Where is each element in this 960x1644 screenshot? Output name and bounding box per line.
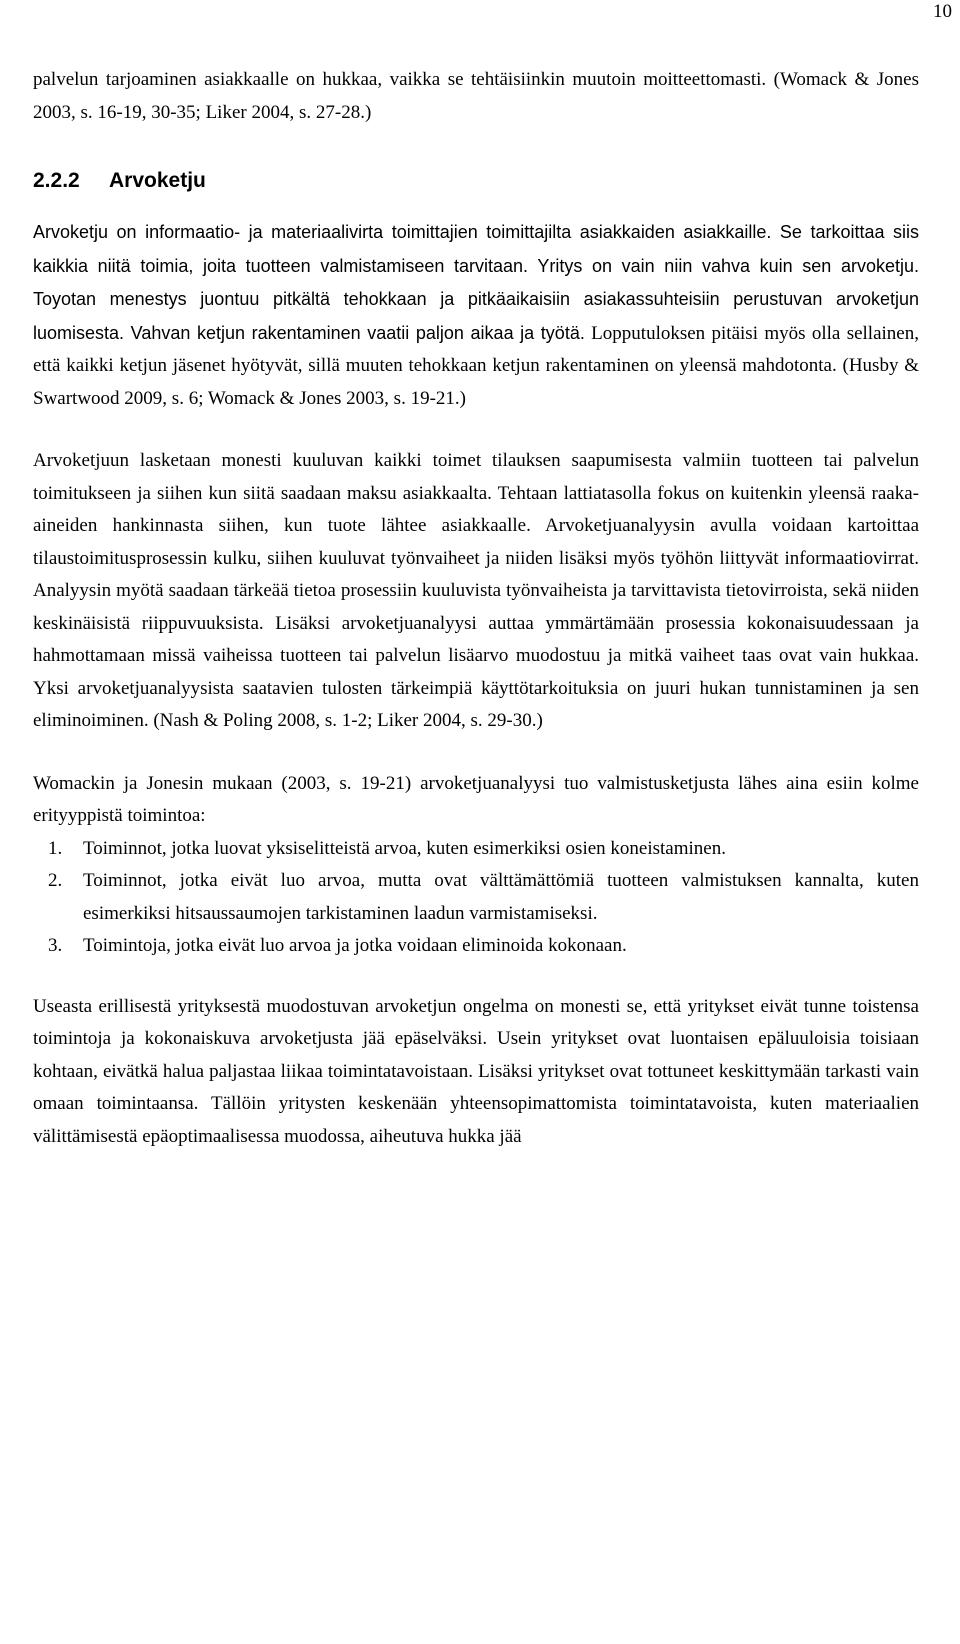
- page-number: 10: [933, 1, 952, 22]
- list-item: [33, 930, 919, 963]
- list-item-text: Toiminnot, jotka luovat yksiselitteistä arvoa, kuten esimerkiksi osien koneistaminen.: [83, 837, 726, 859]
- paragraph-arvoketjuanalyysi: Arvoketjuun lasketaan monesti kuuluvan kaikki toimet tilauksen saapumisesta valmiin tuotteen tai palvelun toimitukseen ja siihen kun siitä saadaan maksu asiakkaalta. Tehtaan lattiatasolla fokus on kuitenkin yleensä raaka-aineiden hankinnasta siihen, kun tuote lähtee asiakkaalle. Arvoketjuanalyysin avulla voidaan kartoittaa tilaustoimitusprosessin kulku, siihen kuuluvat työnvaiheet ja niiden lisäksi myös työhön liittyvät informaatiovirrat. Analyysin myötä saadaan tärkeää tietoa prosessiin kuuluvista työnvaiheista ja tarvittavista tietovirroista, sekä niiden keskinäisistä riippuvuuksista. Lisäksi arvoketjuanalyysi auttaa ymmärtämään prosessia kokonaisuudessaan ja hahmottamaan missä vaiheissa tuotteen tai palvelun lisäarvo muodostuu ja mitkä vaiheet taas ovat vain hukkaa. Yksi arvoketjuanalyysista saatavien tulosten tärkeimpiä käyttötarkoituksia on juuri hukan tunnistaminen ja sen eliminoiminen. (Nash & Poling 2008, s. 1-2; Liker 2004, s. 29-30.): [33, 450, 919, 731]
- paragraph-arvoketju: [33, 216, 919, 415]
- section-heading: [33, 167, 919, 195]
- document-body: [33, 64, 919, 1153]
- activity-type-list: [33, 833, 919, 963]
- paragraph-arvoketju-sans-part: Arvoketju on informaatio- ja materiaalivirta toimittajien toimittajilta asiakkaiden asiakkaille. Se tarkoittaa siis kaikkia niitä toimia, joita tuotteen valmistamiseen tarvitaan. Yritys on vain niin vahva kuin sen arvoketju. Toyotan menestys juontuu pitkältä tehokkaan ja pitkäaikaisiin asiakassuhteisiin perustuvan arvoketjun luomisesta. Vahvan ketjun rakentaminen vaatii paljon aikaa ja työtä.: [33, 222, 919, 343]
- list-item-text: Toiminnot, jotka eivät luo arvoa, mutta ovat välttämättömiä tuotteen valmistuksen kannalta, kuten esimerkiksi hitsaussaumojen tarkistaminen laadun varmistamiseksi.: [83, 870, 919, 924]
- list-item-text: Toimintoja, jotka eivät luo arvoa ja jotka voidaan eliminoida kokonaan.: [83, 935, 627, 956]
- list-item-marker: 3.: [48, 935, 63, 956]
- list-item: [33, 833, 919, 866]
- section-title: Arvoketju: [109, 169, 206, 192]
- list-item: [33, 865, 919, 930]
- intro-paragraph: palvelun tarjoaminen asiakkaalle on hukkaa, vaikka se tehtäisiinkin muutoin moitteettomasti. (Womack & Jones 2003, s. 16-19, 30-35; Liker 2004, s. 27-28.): [33, 69, 919, 123]
- paragraph-ongelma: Useasta erillisestä yrityksestä muodostuvan arvoketjun ongelma on monesti se, että yritykset eivät tunne toistensa toimintoja ja kokonaiskuva arvoketjusta jää epäselväksi. Usein yritykset ovat luontaisen epäluuloisia toisiaan kohtaan, eivätkä halua paljastaa liikaa toimintatavoistaan. Lisäksi yritykset ovat tottuneet keskittymään tarkasti vain omaan toimintaansa. Tällöin yritysten keskenään yhteensopimattomista toimintatavoista, kuten materiaalien välittämisestä epäoptimaalisessa muodossa, aiheutuva hukka jää: [33, 995, 919, 1147]
- paragraph-arvoketju-serif-part: Lopputuloksen pitäisi myös olla sellainen, että kaikki ketjun jäsenet hyötyvät, sillä muuten tehokkaan ketjun rakentaminen on yleensä mahdotonta. (Husby & Swartwood 2009, s. 6; Womack & Jones 2003, s. 19-21.): [33, 322, 919, 409]
- list-item-marker: 2.: [48, 870, 63, 891]
- paragraph-womack-jones: Womackin ja Jonesin mukaan (2003, s. 19-21) arvoketjuanalyysi tuo valmistusketjusta lähes aina esiin kolme erityyppistä toimintoa:: [33, 772, 919, 826]
- list-item-marker: 1.: [48, 837, 63, 859]
- section-number: 2.2.2: [33, 169, 80, 192]
